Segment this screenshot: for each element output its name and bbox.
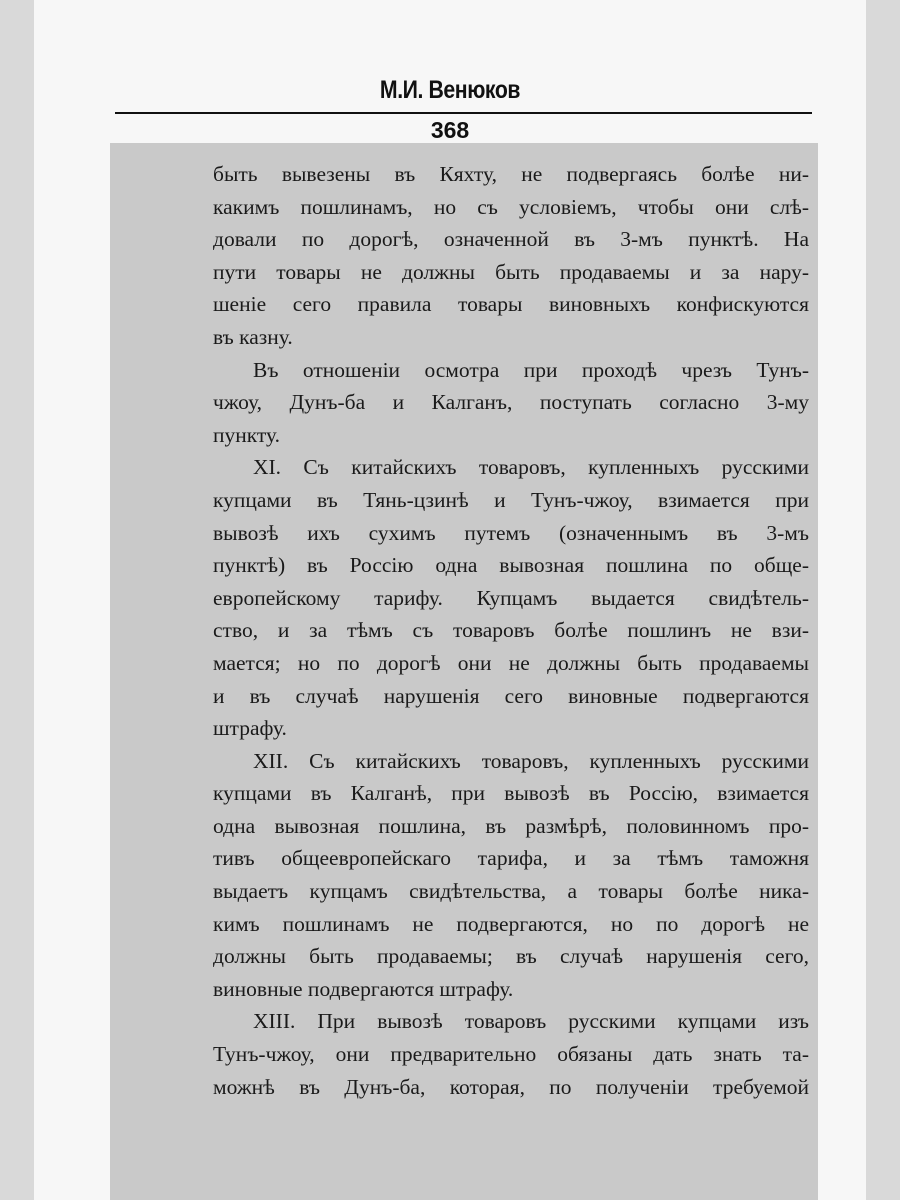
running-header-author: М.И. Венюков bbox=[379, 76, 521, 104]
text-line bbox=[213, 1071, 809, 1104]
text-line bbox=[213, 451, 809, 484]
text-line bbox=[213, 777, 809, 810]
text-line-content: европейскому тарифу. Купцамъ выдается свидѣтель- bbox=[213, 585, 809, 610]
header-rule bbox=[115, 112, 812, 114]
text-line-content: одна вывозная пошлина, въ размѣрѣ, половинномъ про- bbox=[213, 813, 809, 838]
text-line-content: чжоу, Дунъ-ба и Калганъ, поступать согласно 3-му bbox=[213, 390, 809, 415]
text-line bbox=[213, 712, 809, 745]
page-number: 368 bbox=[430, 117, 470, 143]
text-line bbox=[213, 223, 809, 256]
text-line-content: шенiе сего правила товары виновныхъ конфискуются bbox=[213, 292, 809, 317]
text-line bbox=[213, 680, 809, 713]
text-line-content: XI. Съ китайскихъ товаровъ, купленныхъ русскими bbox=[253, 455, 809, 480]
text-line bbox=[213, 908, 809, 941]
text-line-content: пути товары не должны быть продаваемы и за нару- bbox=[213, 259, 809, 284]
text-line-content: купцами въ Калганѣ, при вывозѣ въ Россiю, взимается bbox=[213, 781, 809, 806]
text-line bbox=[213, 321, 809, 354]
text-line bbox=[213, 354, 809, 387]
text-line-content: пунктѣ) въ Россiю одна вывозная пошлина по обще- bbox=[213, 553, 809, 578]
text-line bbox=[213, 745, 809, 778]
text-line-content: и въ случаѣ нарушенiя сего виновные подвергаются bbox=[213, 683, 809, 708]
text-line-content: быть вывезены въ Кяхту, не подвергаясь болѣе ни- bbox=[213, 162, 809, 186]
text-line-content: кимъ пошлинамъ не подвергаются, но по дорогѣ не bbox=[213, 911, 809, 936]
text-line bbox=[213, 973, 809, 1006]
text-line-content: въ казну. bbox=[213, 324, 293, 349]
text-line-content: купцами въ Тянь-цзинѣ и Тунъ-чжоу, взимается при bbox=[213, 487, 809, 512]
text-line-content: можнѣ въ Дунъ-ба, которая, по полученiи требуемой bbox=[213, 1074, 809, 1099]
text-line bbox=[213, 191, 809, 224]
text-line bbox=[213, 419, 809, 452]
text-line bbox=[213, 940, 809, 973]
text-line bbox=[213, 549, 809, 582]
text-line bbox=[213, 386, 809, 419]
text-line bbox=[213, 582, 809, 615]
text-line-content: мается; но по дорогѣ они не должны быть продаваемы bbox=[213, 650, 809, 675]
text-line bbox=[213, 810, 809, 843]
text-line-content: должны быть продаваемы; въ случаѣ нарушенiя сего, bbox=[213, 944, 809, 969]
text-line bbox=[213, 288, 809, 321]
text-line bbox=[213, 842, 809, 875]
text-line-content: какимъ пошлинамъ, но съ условiемъ, чтобы они слѣ- bbox=[213, 194, 809, 219]
text-line bbox=[213, 1005, 809, 1038]
body-text bbox=[213, 158, 809, 1103]
text-line-content: XII. Съ китайскихъ товаровъ, купленныхъ русскими bbox=[253, 748, 809, 773]
text-line-content: тивъ общеевропейскаго тарифа, и за тѣмъ таможня bbox=[213, 846, 809, 871]
text-line-content: виновные подвергаются штрафу. bbox=[213, 976, 514, 1001]
text-line bbox=[213, 647, 809, 680]
text-line-content: вывозѣ ихъ сухимъ путемъ (означеннымъ въ 3-мъ bbox=[213, 520, 809, 545]
text-line bbox=[213, 256, 809, 289]
text-line bbox=[213, 484, 809, 517]
text-line bbox=[213, 1038, 809, 1071]
text-line-content: XIII. При вывозѣ товаровъ русскими купцами изъ bbox=[253, 1009, 809, 1034]
text-line-content: пункту. bbox=[213, 422, 281, 447]
text-line-content: штрафу. bbox=[213, 716, 287, 741]
text-line bbox=[213, 517, 809, 550]
text-line bbox=[213, 875, 809, 908]
text-line-content: довали по дорогѣ, означенной въ 3-мъ пунктѣ. На bbox=[213, 227, 809, 252]
text-line-content: выдаетъ купцамъ свидѣтельства, а товары болѣе ника- bbox=[213, 879, 809, 904]
text-line-content: Въ отношенiи осмотра при проходѣ чрезъ Тунъ- bbox=[253, 357, 809, 382]
text-line-content: ство, и за тѣмъ съ товаровъ болѣе пошлинъ не взи- bbox=[213, 618, 809, 643]
text-line-content: Тунъ-чжоу, они предварительно обязаны дать знать та- bbox=[213, 1042, 809, 1067]
text-line bbox=[213, 158, 809, 191]
text-line bbox=[213, 614, 809, 647]
